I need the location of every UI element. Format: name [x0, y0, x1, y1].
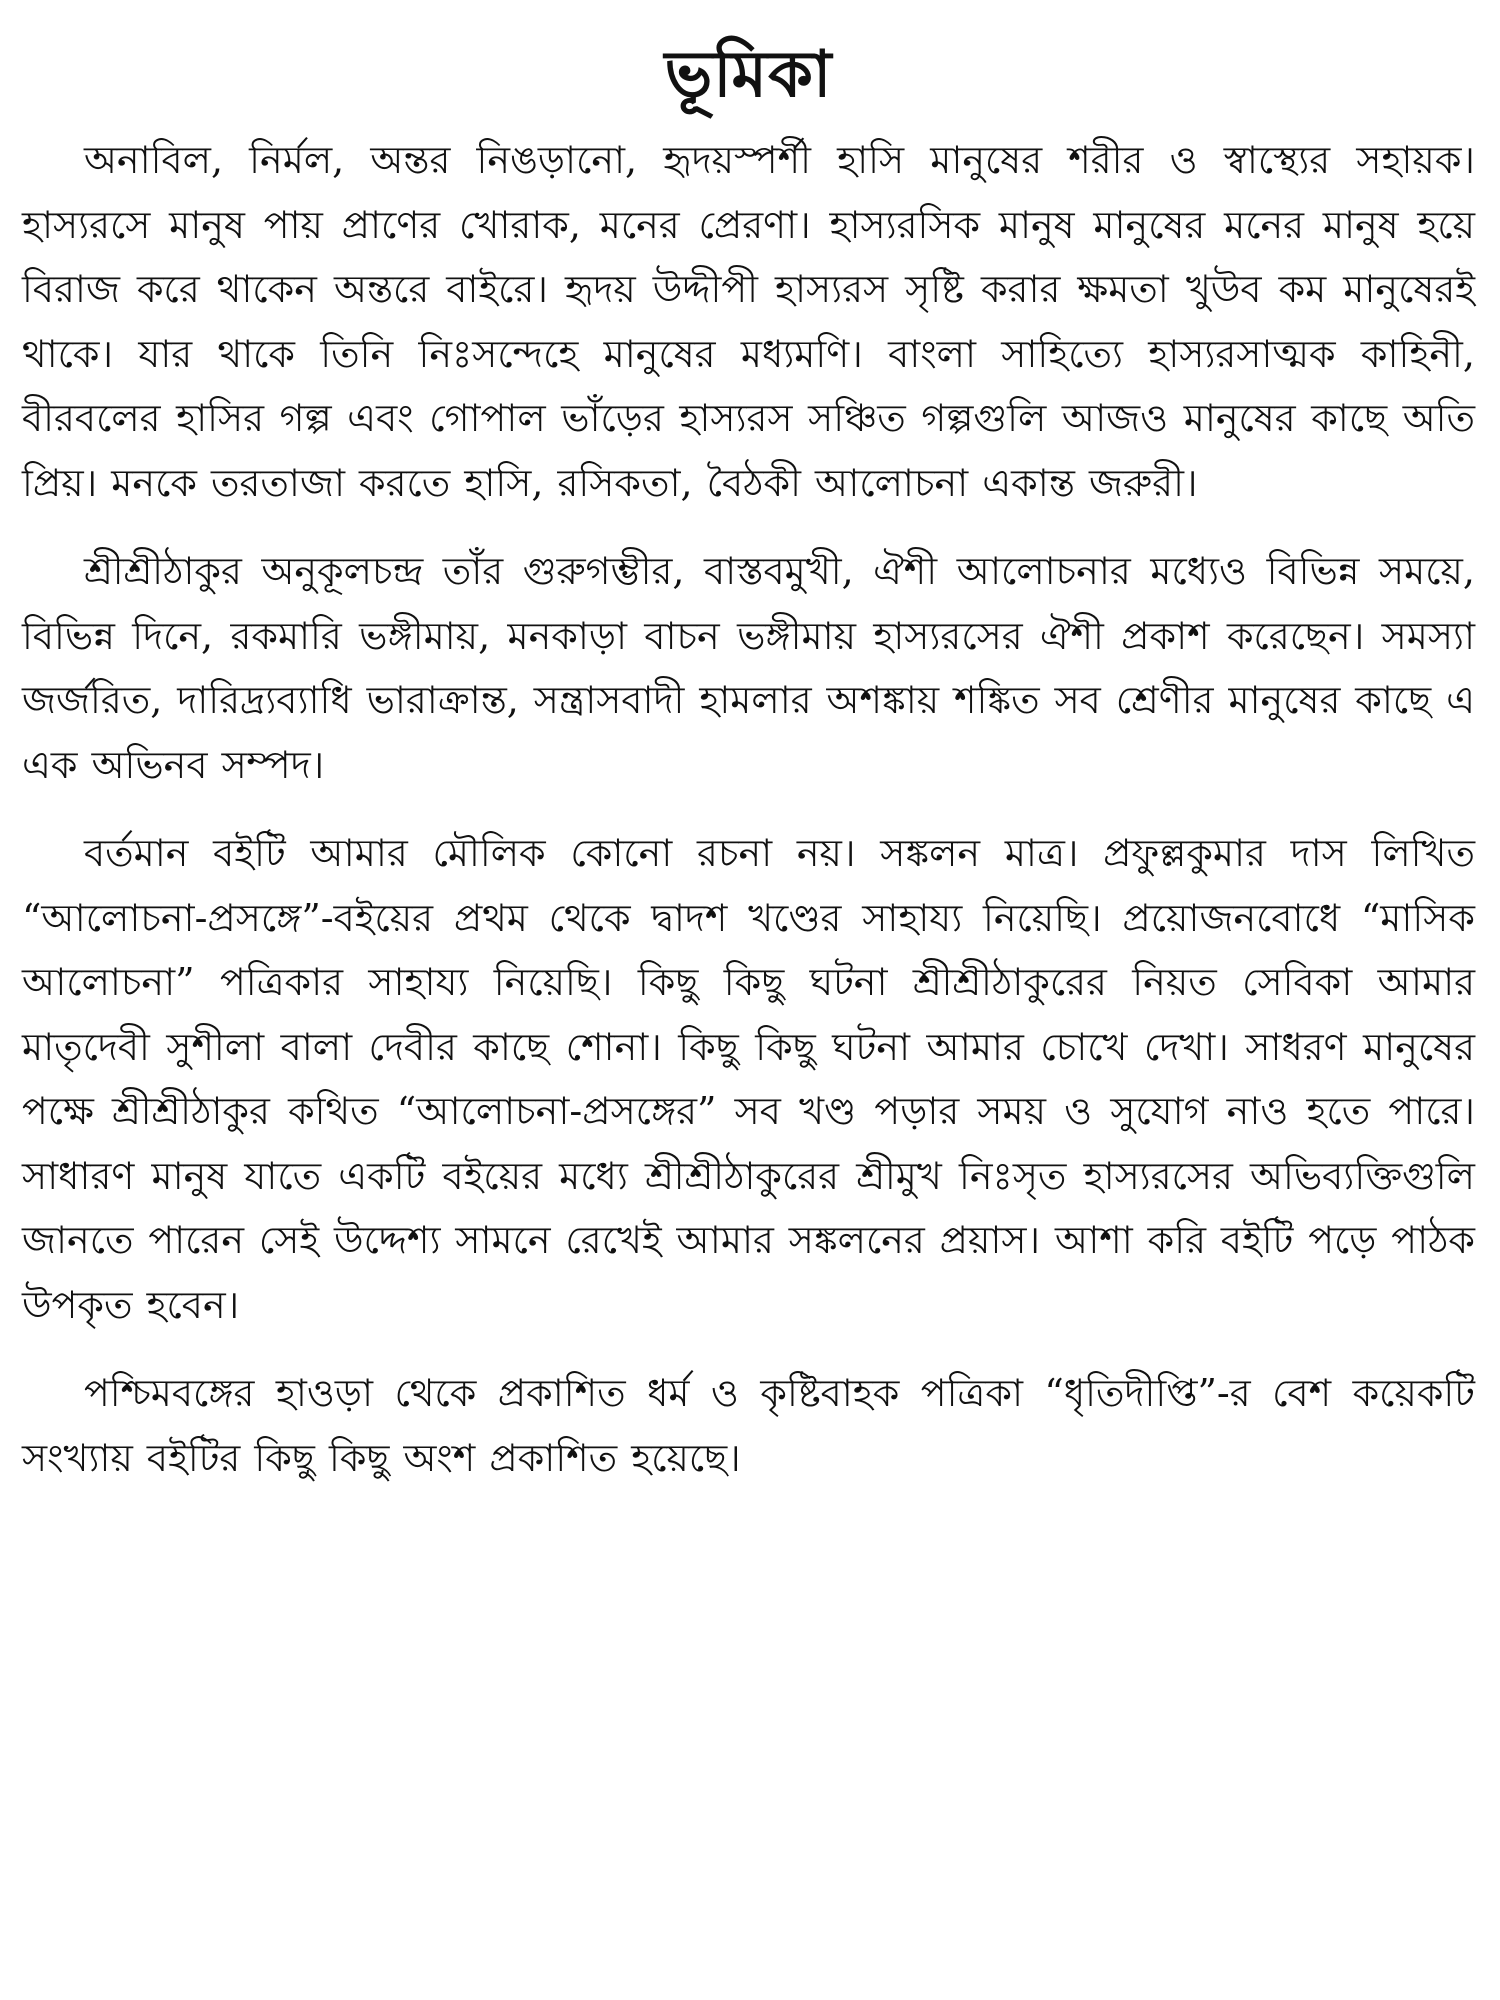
page-title: ভূমিকা [664, 37, 833, 112]
paragraph-1: অনাবিল, নির্মল, অন্তর নিঙড়ানো, হৃদয়স্পর্শী হাসি মানুষের শরীর ও স্বাস্থ্যের সহায়ক। হাস্যরসে মানুষ পায় প্রাণের খোরাক, মনের প্রেরণা। হাস্যরসিক মানুষ মানুষের মনের মানুষ হয়ে বিরাজ করে থাকেন অন্তরে বাইরে। হৃদয় উদ্দীপী হাস্যরস সৃষ্টি করার ক্ষমতা খুউব কম মানুষেরই থাকে। যার থাকে তিনি নিঃসন্দেহে মানুষের মধ্যমণি। বাংলা সাহিত্যে হাস্যরসাত্মক কাহিনী, বীরবলের হাসির গল্প এবং গোপাল ভাঁড়ের হাস্যরস সঞ্চিত গল্পগুলি আজও মানুষের কাছে অতি প্রিয়। মনকে তরতাজা করতে হাসি, রসিকতা, বৈঠকী আলোচনা একান্ত জরুরী। [22, 138, 1475, 505]
paragraph-2: শ্রীশ্রীঠাকুর অনুকূলচন্দ্র তাঁর গুরুগম্ভীর, বাস্তবমুখী, ঐশী আলোচনার মধ্যেও বিভিন্ন সময়ে, বিভিন্ন দিনে, রকমারি ভঙ্গীমায়, মনকাড়া বাচন ভঙ্গীমায় হাস্যরসের ঐশী প্রকাশ করেছেন। সমস্যা জর্জরিত, দারিদ্র্যব্যাধি ভারাক্রান্ত, সন্ত্রাসবাদী হামলার অশঙ্কায় শঙ্কিত সব শ্রেণীর মানুষের কাছে এ এক অভিনব সম্পদ। [22, 549, 1475, 787]
paragraph-4: পশ্চিমবঙ্গের হাওড়া থেকে প্রকাশিত ধর্ম ও কৃষ্টিবাহক পত্রিকা “ধৃতিদীপ্তি”-র বেশ কয়েকটি সংখ্যায় বইটির কিছু কিছু অংশ প্রকাশিত হয়েছে। [22, 1371, 1475, 1480]
paragraph-3: বর্তমান বইটি আমার মৌলিক কোনো রচনা নয়। সঙ্কলন মাত্র। প্রফুল্লকুমার দাস লিখিত “আলোচনা-প্রসঙ্গে”-বইয়ের প্রথম থেকে দ্বাদশ খণ্ডের সাহায্য নিয়েছি। প্রয়োজনবোধে “মাসিক আলোচনা” পত্রিকার সাহায্য নিয়েছি। কিছু কিছু ঘটনা শ্রীশ্রীঠাকুরের নিয়ত সেবিকা আমার মাতৃদেবী সুশীলা বালা দেবীর কাছে শোনা। কিছু কিছু ঘটনা আমার চোখে দেখা। সাধরণ মানুষের পক্ষে শ্রীশ্রীঠাকুর কথিত “আলোচনা-প্রসঙ্গের” সব খণ্ড পড়ার সময় ও সুযোগ নাও হতে পারে। সাধারণ মানুষ যাতে একটি বইয়ের মধ্যে শ্রীশ্রীঠাকুরের শ্রীমুখ নিঃসৃত হাস্যরসের অভিব্যক্তিগুলি জানতে পারেন সেই উদ্দেশ্য সামনে রেখেই আমার সঙ্কলনের প্রয়াস। আশা করি বইটি পড়ে পাঠক উপকৃত হবেন। [22, 831, 1475, 1327]
